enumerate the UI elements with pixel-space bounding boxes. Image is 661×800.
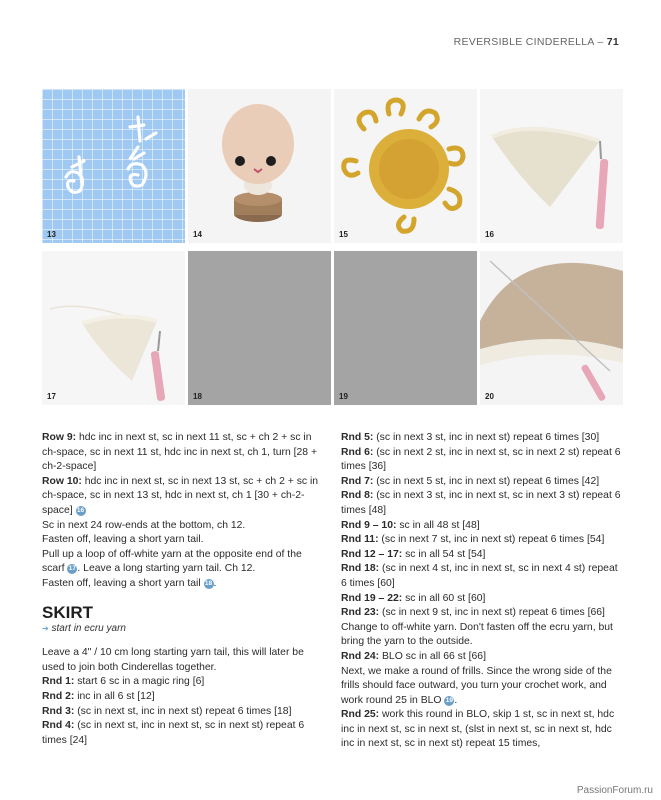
yellow-piece-graphic <box>334 89 477 243</box>
photo-17 <box>42 251 185 405</box>
photo-19 <box>334 251 477 405</box>
rnd-2: Rnd 2: inc in all 6 st [12] <box>42 690 155 702</box>
photo-number: 15 <box>339 230 348 239</box>
rnd-5: Rnd 5: (sc in next 3 st, inc in next st) repeat 6 times [30] <box>341 432 600 443</box>
photo-number: 17 <box>47 392 56 401</box>
doll-graphic <box>188 89 331 243</box>
photo-18 <box>188 251 331 405</box>
scarf-graphic <box>42 251 185 405</box>
photo-16 <box>480 89 623 243</box>
step-badge: 19 <box>445 696 453 704</box>
instruction-line: Sc in next 24 row-ends at the bottom, ch 12. <box>42 519 246 531</box>
photo-number: 19 <box>339 392 348 401</box>
cream-piece-graphic <box>480 89 623 243</box>
frills-text: Next, we make a round of frills. Since the wrong side of the frills should face outward, you turn your crochet work, and work round 25 in BLO 19. <box>341 665 612 706</box>
photo-number: 18 <box>193 392 202 401</box>
rnd-4: Rnd 4: (sc in next st, inc in next st, sc in next st) repeat 6 times [24] <box>42 720 305 746</box>
arrow-icon: ➔ <box>42 623 49 633</box>
rnd-8: Rnd 8: (sc in next 3 st, inc in next st, sc in next 3 st) repeat 6 times [48] <box>341 490 621 516</box>
rnd-12-17: Rnd 12 – 17: sc in all 54 st [54] <box>341 548 486 560</box>
rnd-1: Rnd 1: start 6 sc in a magic ring [6] <box>42 676 205 688</box>
instruction-line: Pull up a loop of off-white yarn at the opposite end of the scarf 17. Leave a long starting yarn tail. Ch 12. <box>42 548 302 575</box>
step-badge: 17 <box>68 565 77 573</box>
change-yarn-text: Change to off-white yarn. Don't fasten off the ecru yarn, but bring the yarn to the outside. <box>341 621 613 648</box>
section-subtitle: ➔ start in ecru yarn <box>42 622 126 634</box>
step-badge: 16 <box>76 506 85 514</box>
intro-text: Leave a 4" / 10 cm long starting yarn tail, this will later be used to join both Cinderellas together. <box>42 647 304 673</box>
row-10: Row 10: hdc inc in next st, sc in next 13 st, sc + ch 2 + sc in ch-space, sc in next 13 st, hdc in next st, ch 1 [30 + ch-2-space] 16 <box>42 475 319 516</box>
rnd-23: Rnd 23: (sc in next 9 st, inc in next st) repeat 6 times [66] <box>341 607 605 619</box>
right-column <box>341 431 621 752</box>
photo-number: 16 <box>485 230 494 239</box>
section-title: SKIRT <box>42 602 93 622</box>
header-title: REVERSIBLE CINDERELLA <box>453 36 595 48</box>
photo-number: 13 <box>47 230 56 239</box>
watermark: PassionForum.ru <box>576 785 653 796</box>
rnd-11: Rnd 11: (sc in next 7 st, inc in next st) repeat 6 times [54] <box>341 534 605 546</box>
photo-13 <box>42 89 185 243</box>
rnd-18: Rnd 18: (sc in next 4 st, inc in next st, sc in next 4 st) repeat 6 times [60] <box>341 563 618 589</box>
photo-15 <box>334 89 477 243</box>
row-9: Row 9: hdc inc in next st, sc in next 11 st, sc + ch 2 + sc in ch-space, sc in next 11 st, hdc inc in next st, ch 1, turn [28 + ch-2-space] <box>42 432 318 473</box>
page-number: 71 <box>606 36 619 48</box>
rnd-3: Rnd 3: (sc in next st, inc in next st) repeat 6 times [18] <box>42 705 292 717</box>
rnd-6: Rnd 6: (sc in next 2 st, inc in next st, sc in next 2 st) repeat 6 times [36] <box>341 446 621 473</box>
skirt-graphic <box>480 251 623 405</box>
photo-14 <box>188 89 331 243</box>
rnd-24: Rnd 24: BLO sc in all 66 st [66] <box>341 650 486 662</box>
rnd-7: Rnd 7: (sc in next 5 st, inc in next st) repeat 6 times [42] <box>341 475 600 487</box>
instruction-line: Fasten off, leaving a short yarn tail. <box>42 534 204 546</box>
header-dash: – <box>597 36 604 48</box>
step-badge: 18 <box>204 579 213 587</box>
chart-graphic <box>42 89 185 243</box>
rnd-19-22: Rnd 19 – 22: sc in all 60 st [60] <box>341 592 486 604</box>
photo-number: 14 <box>193 230 202 239</box>
photo-20 <box>480 251 623 405</box>
rnd-9-10: Rnd 9 – 10: sc in all 48 st [48] <box>341 519 480 531</box>
running-header <box>454 36 619 48</box>
rnd-25: Rnd 25: work this round in BLO, skip 1 st, sc in next st, hdc inc in next st, sc in next st, (slst in next st, sc in next st, hdc inc in next st, sc in next st) repeat 15 times, <box>341 709 615 750</box>
photo-number: 20 <box>485 392 494 401</box>
left-column <box>42 431 322 748</box>
instruction-line: Fasten off, leaving a short yarn tail 18. <box>42 577 217 589</box>
